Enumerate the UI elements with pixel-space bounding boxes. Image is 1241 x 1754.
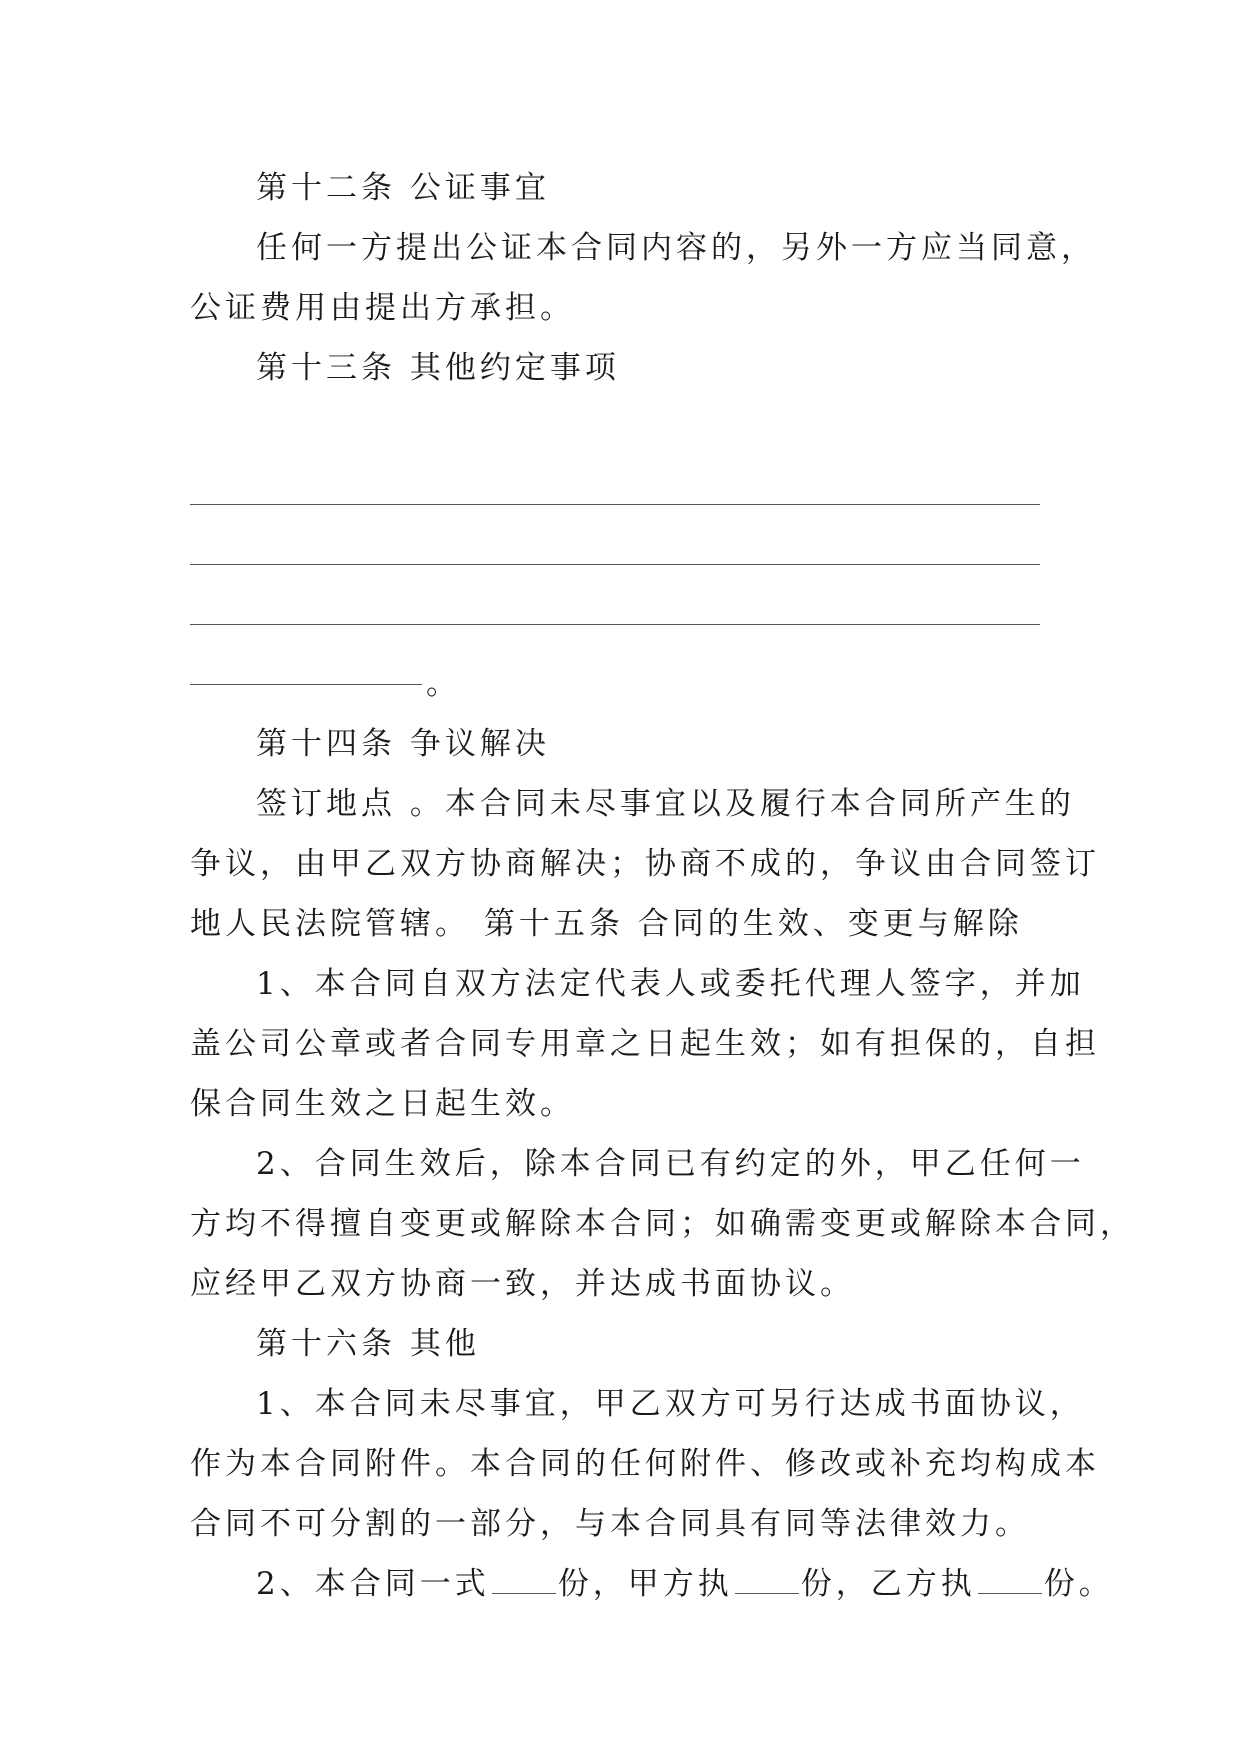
copies-text: 份。 — [1043, 1566, 1114, 1602]
underline-rule — [190, 564, 1040, 565]
article-12-title: 第十二条 公证事宜 — [256, 170, 550, 206]
copies-text: 份，甲方执 — [557, 1566, 733, 1602]
article-16-clause-line: 作为本合同附件。本合同的任何附件、修改或补充均构成本 — [190, 1446, 1100, 1482]
article-16-clause-line: 1、本合同未尽事宜，甲乙双方可另行达成书面协议， — [256, 1386, 1085, 1422]
party-a-copies-blank — [735, 1567, 799, 1594]
article-15-clause-line: 方均不得擅自变更或解除本合同；如确需变更或解除本合同， — [190, 1206, 1135, 1242]
copies-blank — [492, 1567, 556, 1594]
end-mark: 。 — [426, 666, 461, 702]
fill-in-line — [190, 474, 1090, 534]
underline-rule — [190, 624, 1040, 625]
article-12-text-line: 公证费用由提出方承担。 — [190, 290, 575, 326]
spacer — [190, 398, 1090, 474]
copies-text: 份，乙方执 — [800, 1566, 976, 1602]
underline-rule — [190, 684, 422, 685]
article-14-text-line: 争议，由甲乙双方协商解决；协商不成的，争议由合同签订 — [190, 846, 1100, 882]
article-14-title: 第十四条 争议解决 — [256, 726, 550, 762]
party-b-copies-blank — [978, 1567, 1042, 1594]
article-16-clause-line: 合同不可分割的一部分，与本合同具有同等法律效力。 — [190, 1506, 1030, 1542]
article-15-clause-line: 2、合同生效后，除本合同已有约定的外，甲乙任何一 — [256, 1146, 1085, 1182]
article-15-clause-line: 保合同生效之日起生效。 — [190, 1086, 575, 1122]
article-13-title: 第十三条 其他约定事项 — [256, 350, 620, 386]
copies-text: 2、本合同一式 — [256, 1566, 490, 1602]
article-14-text-line: 地人民法院管辖。 第十五条 合同的生效、变更与解除 — [190, 906, 1023, 942]
article-16-title: 第十六条 其他 — [256, 1326, 480, 1362]
article-15-clause-line: 应经甲乙双方协商一致，并达成书面协议。 — [190, 1266, 855, 1302]
fill-in-line — [190, 654, 1090, 714]
fill-in-line — [190, 594, 1090, 654]
article-16-copies-line — [190, 1554, 1114, 1614]
article-15-clause-line: 1、本合同自双方法定代表人或委托代理人签字，并加 — [256, 966, 1085, 1002]
underline-rule — [190, 504, 1040, 505]
article-12-text-line: 任何一方提出公证本合同内容的，另外一方应当同意， — [256, 230, 1096, 266]
article-14-text-line: 签订地点 。本合同未尽事宜以及履行本合同所产生的 — [256, 786, 1075, 822]
fill-in-line — [190, 534, 1090, 594]
article-15-clause-line: 盖公司公章或者合同专用章之日起生效；如有担保的，自担 — [190, 1026, 1100, 1062]
document-page — [190, 158, 1135, 1614]
